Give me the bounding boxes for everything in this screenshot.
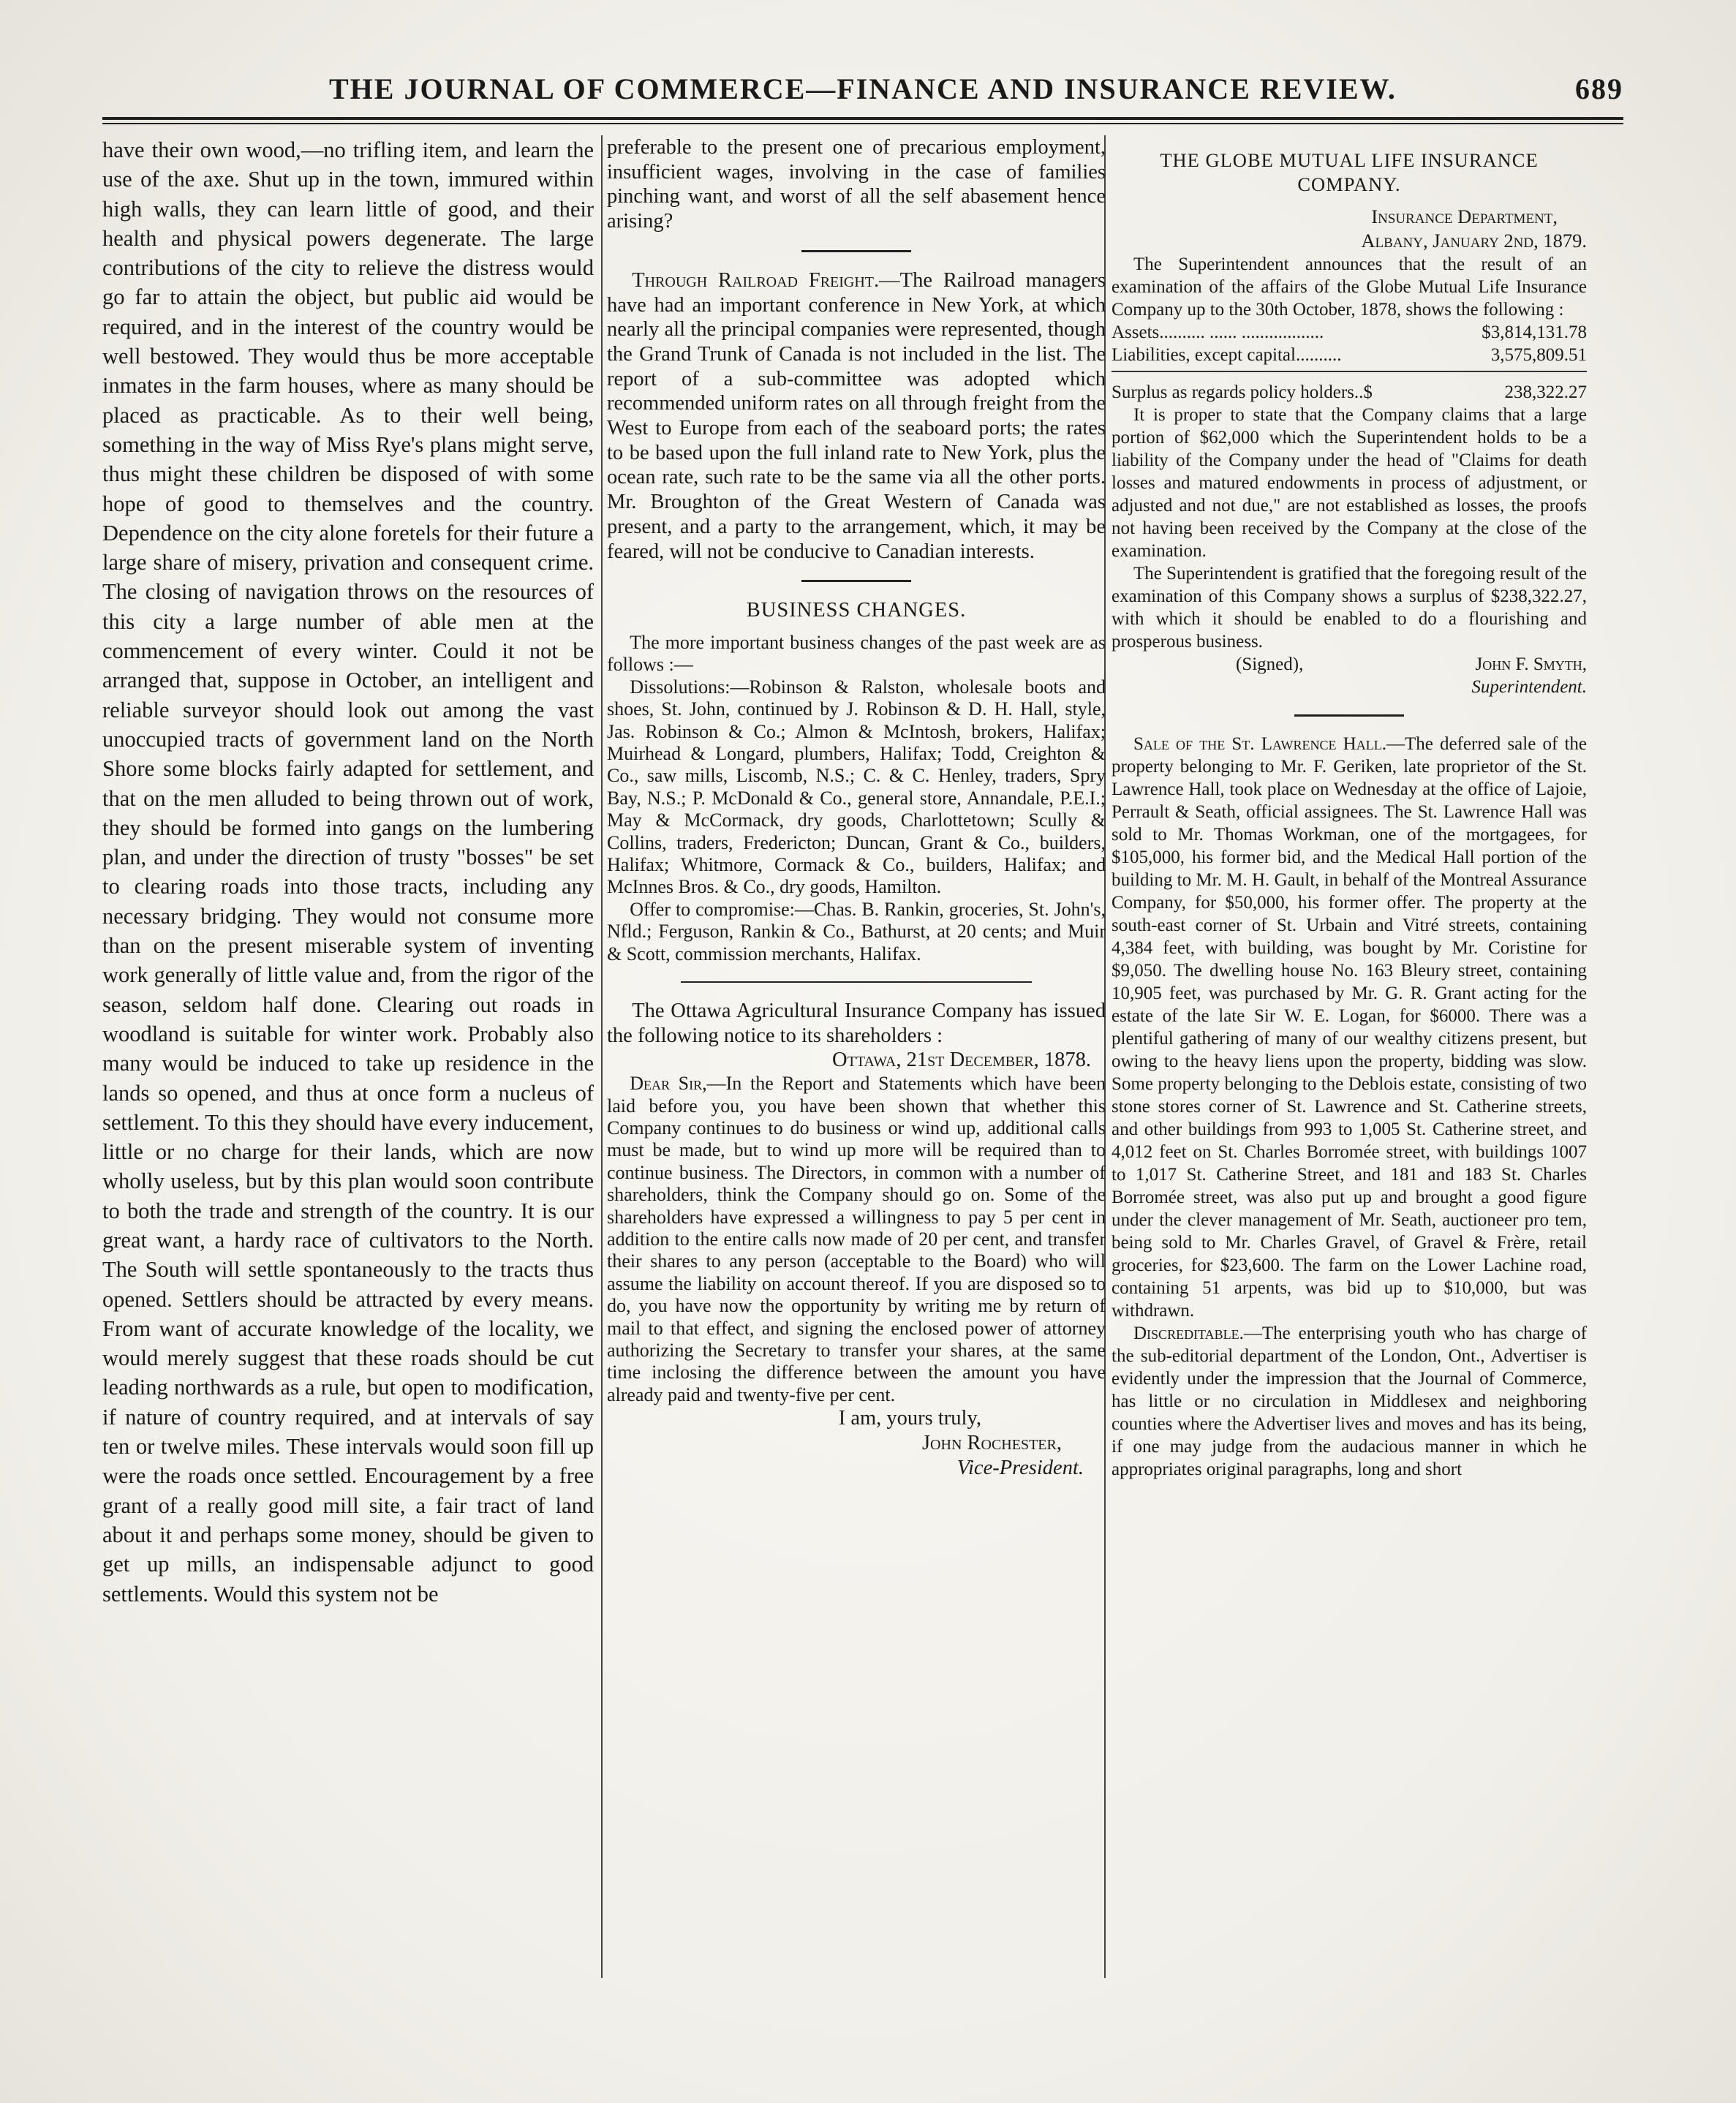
col2-continuation: preferable to the present one of precarious employment, insufficient wages, involving in the case of families pinching want, and worst of all the self abasement hence arising? bbox=[607, 136, 1106, 233]
compromise: Offer to compromise:—Chas. B. Rankin, groceries, St. John's, Nfld.; Ferguson, Rankin & Co., Bathurst, at 20 cents; and Muir & Scott, commission merchants, Halifax. bbox=[607, 898, 1106, 964]
globe-signer-title: Superintendent. bbox=[1471, 677, 1587, 698]
column-3 bbox=[1112, 135, 1587, 1985]
section-rule bbox=[801, 580, 911, 582]
ottawa-closing: I am, yours truly, bbox=[838, 1407, 981, 1430]
signature-row bbox=[1112, 653, 1587, 676]
sale-text: —The deferred sale of the property belonging to Mr. F. Geriken, late proprietor of the St. Lawrence Hall, took place on Wednesday at the office of Lajoie, Perrault & Seath, official assignees. The St. Lawrence Hall was sold to Mr. Thomas Workman, one of the mortgagees, for $105,000, his former bid, and the Medical Hall portion of the building to Mr. M. H. Gault, in behalf of the Montreal Assurance Company, for $50,000, his former offer. The property at the south-east corner of St. Urbain and Vitré streets, containing 4,384 feet, with building, was bought by Mr. Coristine for $9,050. The dwelling house No. 163 Bleury street, containing 10,905 feet, was purchased by Mr. G. R. Grant acting for the estate of the late Sir W. E. Logan, for $6000. There was a plentiful gathering of many of our wealthy citizens present, but owing to the heavy liens upon the property, bidding was slow. Some property belonging to the Deblois estate, consisting of two stone stores corner of St. Lawrence and St. Catherine streets, and other buildings from 993 to 1,005 St. Catherine street, and 4,012 feet on St. Charles Borromée street, with buildings 1007 to 1,017 St. Catherine Street, and 181 and 183 St. Charles Borromée street, was also put up and brought a good figure under the clever management of Mr. Seath, auctioneer pro tem, being sold to Mr. Charles Gravel, of Gravel & Frère, retail groceries, for $23,600. The farm on the Lower Lachine road, containing 51 arpents, was bid up to $10,000, but was withdrawn. bbox=[1112, 734, 1587, 1321]
section-rule bbox=[681, 981, 1032, 983]
assets-row bbox=[1112, 321, 1587, 344]
liabilities-value: 3,575,809.51 bbox=[1490, 345, 1587, 366]
insurance-dept-date: Albany, January 2nd, 1879. bbox=[1361, 229, 1587, 252]
business-intro: The more important business changes of the past week are as follows :— bbox=[607, 631, 1106, 676]
ottawa-dateline: Ottawa, 21st December, 1878. bbox=[832, 1049, 1091, 1072]
business-heading: BUSINESS CHANGES. bbox=[746, 599, 967, 622]
column-divider-1 bbox=[601, 135, 603, 1978]
sum-rule bbox=[1112, 371, 1587, 372]
liabilities-label: Liabilities, except capital.......... bbox=[1112, 345, 1342, 366]
globe-signer: John F. Smyth, bbox=[1475, 654, 1587, 675]
assets-label: Assets.......... ...... .................. bbox=[1112, 322, 1324, 343]
railroad-title: Through Railroad Freight. bbox=[632, 268, 880, 292]
globe-heading-2: COMPANY. bbox=[1297, 173, 1401, 196]
insurance-dept: Insurance Department, bbox=[1371, 205, 1558, 227]
liabilities-row bbox=[1112, 344, 1587, 366]
surplus-row bbox=[1112, 381, 1587, 404]
section-rule bbox=[1294, 714, 1404, 717]
ottawa-letter bbox=[607, 1073, 1106, 1406]
ottawa-salutation: Dear Sir, bbox=[630, 1073, 707, 1095]
assets-value: $3,814,131.78 bbox=[1482, 322, 1587, 343]
discreditable-article bbox=[1112, 1322, 1587, 1481]
globe-intro: The Superintendent announces that the result of an examination of the affairs of the Globe Mutual Life Insurance Company up to the 30th October, 1878, shows the following : bbox=[1112, 254, 1587, 320]
ottawa-intro: The Ottawa Agricultural Insurance Company has issued the following notice to its shareholders : bbox=[607, 1000, 1106, 1047]
ottawa-signer-title: Vice-President. bbox=[956, 1456, 1084, 1479]
section-rule bbox=[801, 250, 911, 252]
ottawa-letter-text: —In the Report and Statements which have been laid before you, you have been shown that whether this Company continues to do business or wind up, additional calls must be made, but to wind up more will be required than to continue business. The Directors, in common with a number of shareholders, think the Company should go on. Some of the shareholders have expressed a willingness to pay 5 per cent in addition to the entire calls now made of 20 per cent, and transfer their shares to any person (acceptable to the Board) who will assume the liability on account thereof. If you are disposed so to do, you have now the opportunity by writing me by return of mail to that effect, and signing the enclosed power of attorney authorizing the Secretary to transfer your shares, at the same time inclosing the difference between the amount you have already paid and twenty-five per cent. bbox=[607, 1073, 1106, 1405]
globe-heading: THE GLOBE MUTUAL LIFE INSURANCE bbox=[1160, 149, 1539, 171]
sale-title: Sale of the St. Lawrence Hall. bbox=[1133, 734, 1386, 755]
sale-article bbox=[1112, 733, 1587, 1322]
journal-title: THE JOURNAL OF COMMERCE—FINANCE AND INSURANCE REVIEW. bbox=[329, 72, 1397, 105]
surplus-value: 238,322.27 bbox=[1504, 382, 1587, 403]
signed-label: (Signed), bbox=[1236, 654, 1304, 675]
header-rule bbox=[102, 117, 1623, 124]
surplus-label: Surplus as regards policy holders..$ bbox=[1112, 382, 1373, 403]
column-2 bbox=[607, 135, 1106, 1985]
column-1 bbox=[102, 135, 594, 1985]
dissolutions: Dissolutions:—Robinson & Ralston, wholesale boots and shoes, St. John, continued by J. Robinson & D. H. Hall, style, Jas. Robinson & Co.; Almon & McIntosh, brokers, Halifax; Muirhead & Longard, plumbers, Halifax; Todd, Creighton & Co., saw mills, Liscomb, N.S.; C. & C. Henley, traders, Spry Bay, N.S.; P. McDonald & Co., general store, Annandale, P.E.I.; May & McCormack, dry goods, Charlottetown; Scully & Collins, traders, Fredericton; Duncan, Grant & Co., builders, Halifax; Whitmore, Cormack & Co., builders, Halifax; and McInnes Bros. & Co., dry goods, Hamilton. bbox=[607, 676, 1106, 898]
globe-para-3: The Superintendent is gratified that the foregoing result of the examination of this Company shows a surplus of $238,322.27, with which it should be enabled to do a flourishing and prosperous business. bbox=[1112, 564, 1587, 652]
railroad-text: —The Railroad managers have had an important conference in New York, at which nearly all the principal companies were represented, though the Grand Trunk of Canada is not included in the list. The report of a sub-committee was adopted which recommended uniform rates on all through freight from the West to Europe from each of the seaboard ports; the rates to be based upon the full inland rate to New York, plus the ocean rate, such rate to be the same via all the other ports. Mr. Broughton of the Great Western of Canada was present, and a party to the arrangement, which, it may be feared, will not be conducive to Canadian interests. bbox=[607, 268, 1106, 563]
disc-text: —The enterprising youth who has charge of the sub-editorial department of the London, Ont., Advertiser is evidently under the impression that the Journal of Commerce, has little or no circulation in Middlesex and neighboring counties where the Advertiser lives and moves and has its being, if one may judge from the audacious manner in which he appropriates original paragraphs, long and short bbox=[1112, 1324, 1587, 1480]
page-header bbox=[102, 72, 1623, 117]
col1-article-text: have their own wood,—no trifling item, and learn the use of the axe. Shut up in the town, immured within high walls, they can learn little of good, and their health and physical powers degenerate. The large contributions of the city to relieve the distress would go far to attain the object, but public aid would be required, and in the interest of the country would be well bestowed. They would thus be more acceptable inmates in the farm houses, where as many should be placed as practicable. As to their well being, something in the way of Miss Rye's plans might serve, thus might these children be disposed of with some hope of good to themselves and the country. Dependence on the city alone foretels for their future a large share of misery, privation and consequent crime. The closing of navigation throws on the resources of this city a large number of able men at the commencement of every winter. Could it not be arranged that, suppose in October, an intelligent and reliable surveyor should look out among the vast unoccupied tracts of government land on the North Shore some blocks fairly adapted for settlement, and that on the men alluded to being thrown out of work, they should be formed into gangs on the lumbering plan, and under the direction of trusty "bosses" be set to clearing roads into those tracts, including any necessary bridging. They would not consume more than on the present miserable system of inventing work generally of little value and, from the rigor of the season, seldom half done. Clearing out roads in woodland is suitable for winter work. Probably also many would be induced to take up residence in the lands so opened, and thus at once form a nucleus of settlement. To this they should have every inducement, little or no charge for their lands, which are now wholly useless, but by this plan would soon contribute to both the trade and strength of the country. It is our great want, a hardy race of cultivators to the North. The South will settle spontaneously to the tracts thus opened. Settlers should be attracted by every means. From want of accurate knowledge of the locality, we would merely suggest that these roads should be cut leading northwards as a rule, but open to modification, if nature of country required, and at intervals of say ten or twelve miles. These intervals would soon fill up were the roads once settled. Encouragement by a free grant of a really good mill site, a fair tract of land about it and perhaps some money, should be given to get up mills, an indispensable adjunct to good settlements. Would this system not be bbox=[102, 137, 594, 1606]
ottawa-signer: John Rochester, bbox=[921, 1431, 1062, 1454]
globe-para-2: It is proper to state that the Company claims that a large portion of $62,000 which the Superintendent holds to be a liability of the Company under the head of "Claims for death losses and matured endowments in process of adjustment, or adjusted and not due," are not established as losses, the proofs not having been received by the Company at the close of the examination. bbox=[1112, 405, 1587, 562]
disc-title: Discreditable. bbox=[1133, 1324, 1244, 1344]
page-number: 689 bbox=[1575, 72, 1623, 105]
railroad-article bbox=[607, 268, 1106, 564]
